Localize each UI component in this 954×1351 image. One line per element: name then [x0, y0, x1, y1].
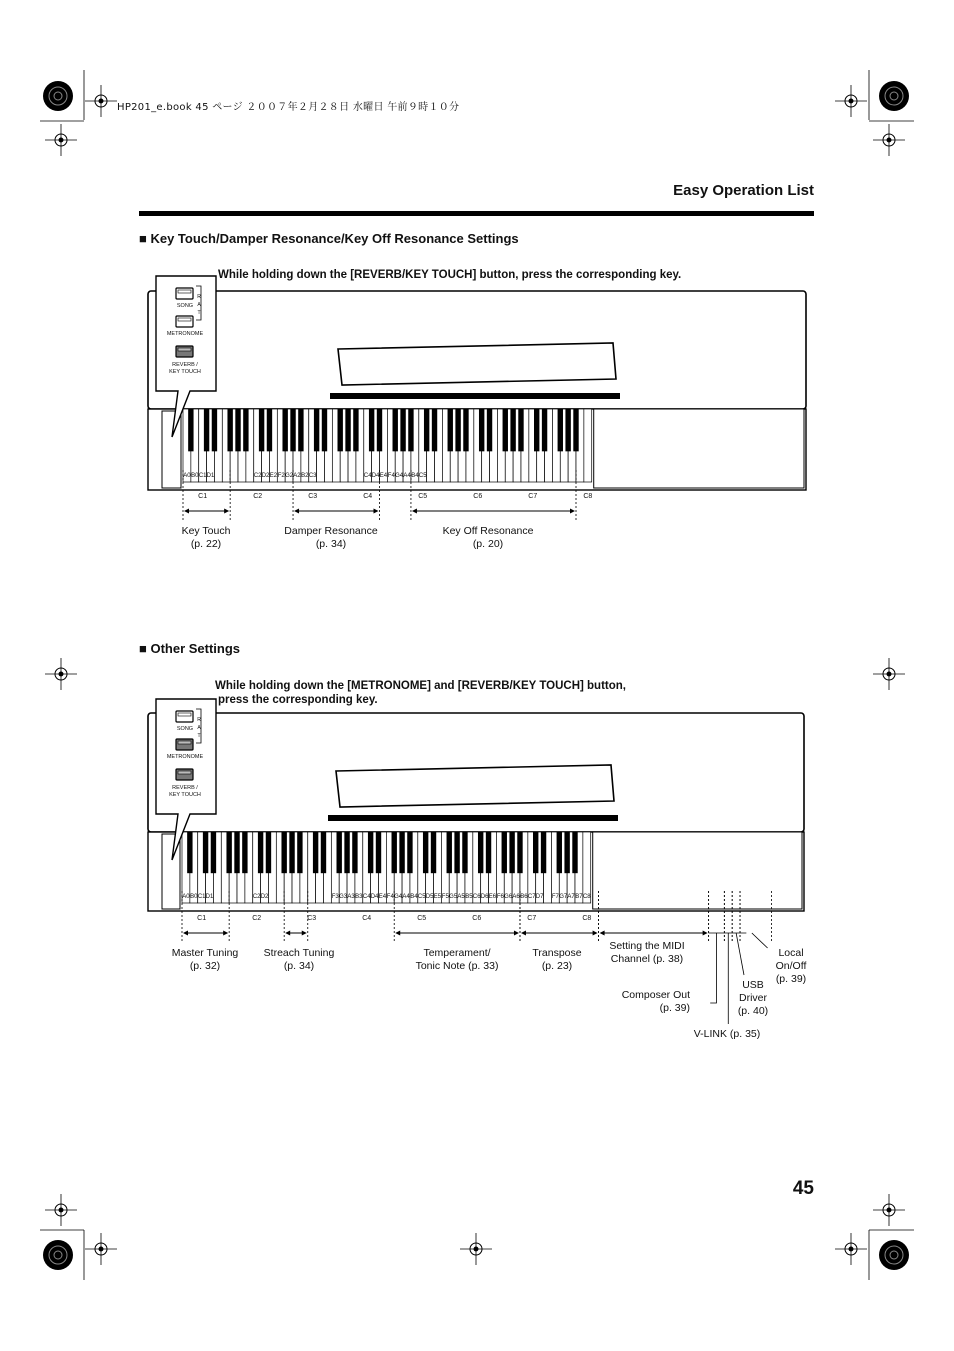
black-key: [281, 832, 286, 873]
button-face: [178, 771, 191, 774]
black-key: [266, 832, 271, 873]
reverb-label-line1: REVERB /: [172, 362, 198, 368]
black-key: [541, 832, 546, 873]
key-label-b0: B0: [190, 894, 198, 900]
key-label-f7: F7: [551, 894, 559, 900]
range-label-streach-tuning: Streach Tuning (p. 34): [263, 947, 335, 972]
black-key: [517, 832, 522, 873]
metronome-label: METRONOME: [166, 754, 204, 760]
side-letter: A: [197, 725, 201, 731]
page-number: 45: [792, 1178, 814, 1199]
range-label-local-on-off: Local On/Off (p. 39): [775, 947, 807, 985]
arrow-head: [395, 931, 400, 936]
key-label-f4: F4: [386, 894, 394, 900]
octave-label-c1: C1: [197, 915, 207, 922]
song-label: SONG: [176, 303, 194, 309]
metronome-label: METRONOME: [166, 331, 204, 337]
octave-label-c4: C4: [362, 915, 372, 922]
side-letter: T: [197, 310, 201, 316]
black-key: [258, 832, 263, 873]
button-face: [178, 713, 191, 716]
key-label-a6: A6: [512, 894, 520, 900]
black-key: [572, 832, 577, 873]
octave-label-c7: C7: [527, 915, 537, 922]
key-label-d7: D7: [535, 894, 544, 900]
black-key: [242, 832, 247, 873]
key-label-b4: B4: [410, 894, 418, 900]
button-face: [178, 741, 191, 744]
song-button: [176, 711, 193, 722]
octave-label-c3: C3: [308, 493, 318, 500]
black-key: [486, 832, 491, 873]
key-label-c4: C4: [363, 473, 372, 479]
key-label-a0: A0: [183, 473, 191, 479]
key-label-d1: D1: [205, 894, 214, 900]
key-label-c1: C1: [198, 473, 207, 479]
black-key: [226, 832, 231, 873]
black-key: [203, 832, 208, 873]
key-label-d2: D2: [261, 473, 270, 479]
black-key: [431, 832, 436, 873]
lid-bar: [328, 815, 618, 821]
key-label-e5: E5: [433, 894, 442, 900]
side-letter: T: [197, 733, 201, 739]
black-key: [297, 832, 302, 873]
black-key: [187, 832, 192, 873]
reverb-label-line1: REVERB /: [172, 785, 198, 791]
black-key: [564, 832, 569, 873]
key-label-d1: D1: [206, 473, 215, 479]
key-label-f5: F5: [441, 894, 449, 900]
octave-label-c8: C8: [582, 915, 592, 922]
file-info-header: HP201_e.book 45 ページ ２００７年２月２８日 水曜日 午前９時１０分: [117, 102, 460, 113]
range-label-usb-driver: USB Driver (p. 40): [737, 979, 769, 1017]
black-key: [407, 832, 412, 873]
key-label-e6: E6: [488, 894, 497, 900]
black-key: [454, 832, 459, 873]
octave-label-c6: C6: [473, 493, 483, 500]
key-label-d6: D6: [480, 894, 489, 900]
black-key: [423, 832, 428, 873]
black-key: [392, 832, 397, 873]
key-label-c7: C7: [527, 894, 536, 900]
octave-label-c5: C5: [418, 493, 428, 500]
black-key: [462, 832, 467, 873]
key-label-b4: B4: [411, 473, 419, 479]
key-label-b5: B5: [465, 894, 473, 900]
black-key: [313, 832, 318, 873]
black-key: [211, 832, 216, 873]
key-label-g4: G4: [395, 473, 404, 479]
octave-label-c2: C2: [253, 493, 263, 500]
reverb-label-line2: KEY TOUCH: [169, 792, 201, 798]
key-label-a4: A4: [403, 473, 411, 479]
range-label-temperament: Temperament/ Tonic Note (p. 33): [415, 947, 499, 972]
side-letter: R: [197, 294, 201, 300]
key-label-a2: A2: [293, 473, 301, 479]
octave-label-c5: C5: [417, 915, 427, 922]
key-label-g3: G3: [339, 894, 348, 900]
black-key: [399, 832, 404, 873]
key-label-f2: F2: [277, 473, 285, 479]
arrow-head: [600, 931, 605, 936]
section2-title: Other Settings: [150, 641, 241, 656]
octave-label-c3: C3: [307, 915, 317, 922]
key-label-e4: E4: [379, 473, 388, 479]
key-label-g2: G2: [285, 473, 294, 479]
key-label-a3: A3: [347, 894, 355, 900]
key-label-c2: C2: [252, 894, 261, 900]
key-label-e4: E4: [378, 894, 387, 900]
range-label-transpose: Transpose (p. 23): [532, 947, 582, 972]
key-label-c4: C4: [362, 894, 371, 900]
key-label-c5: C5: [418, 473, 427, 479]
arrow-head: [183, 931, 188, 936]
key-label-c1: C1: [197, 894, 206, 900]
black-key: [478, 832, 483, 873]
black-key: [447, 832, 452, 873]
key-label-c3: C3: [308, 473, 317, 479]
black-key: [352, 832, 357, 873]
range-label-v-link: V-LINK (p. 35): [693, 1028, 761, 1040]
arrow-head: [703, 931, 708, 936]
song-label: SONG: [176, 726, 194, 732]
black-key: [502, 832, 507, 873]
reverb-key-touch-button: [176, 769, 193, 780]
octave-label-c7: C7: [528, 493, 538, 500]
key-label-g7: G7: [559, 894, 568, 900]
key-label-f4: F4: [387, 473, 395, 479]
range-label-master-tuning: Master Tuning (p. 32): [171, 947, 239, 972]
keyboard-cheek-right: [593, 832, 802, 909]
black-key: [321, 832, 326, 873]
black-key: [557, 832, 562, 873]
section1-instruction: While holding down the [REVERB/KEY TOUCH] button, press the corresponding key.: [218, 269, 682, 281]
key-label-a0: A0: [182, 894, 190, 900]
key-label-g4: G4: [394, 894, 403, 900]
arrow-head: [521, 931, 526, 936]
arrow-head: [285, 931, 290, 936]
metronome-button: [176, 739, 193, 750]
black-key: [234, 832, 239, 873]
side-letter: A: [197, 302, 201, 308]
black-key: [368, 832, 373, 873]
section1-title: Key Touch/Damper Resonance/Key Off Resonance Settings: [150, 231, 519, 246]
key-label-f3: F3: [331, 894, 339, 900]
key-label-d2: D2: [260, 894, 269, 900]
black-key: [509, 832, 514, 873]
octave-label-c4: C4: [363, 493, 373, 500]
arrow-head: [223, 931, 228, 936]
key-label-c2: C2: [253, 473, 262, 479]
arrow-head: [593, 931, 598, 936]
key-label-b7: B7: [575, 894, 583, 900]
leader-composer-out: [710, 933, 716, 1003]
key-label-b2: B2: [301, 473, 309, 479]
reverb-label-line2: KEY TOUCH: [169, 369, 201, 375]
key-label-b6: B6: [520, 894, 528, 900]
section2-instruction: While holding down the [METRONOME] and [REVERB/KEY TOUCH] button, press the corresponding key.: [215, 680, 626, 706]
key-label-b0: B0: [191, 473, 199, 479]
key-label-c6: C6: [472, 894, 481, 900]
key-label-d4: D4: [370, 894, 379, 900]
key-label-g6: G6: [504, 894, 513, 900]
key-label-c8: C8: [582, 894, 591, 900]
arrow-head: [302, 931, 307, 936]
key-label-c5: C5: [417, 894, 426, 900]
key-label-d5: D5: [425, 894, 434, 900]
key-label-b3: B3: [355, 894, 363, 900]
key-label-e2: E2: [269, 473, 278, 479]
key-label-f6: F6: [496, 894, 504, 900]
range-label-damper-resonance: Damper Resonance (p. 34): [284, 525, 378, 550]
key-label-a5: A5: [457, 894, 465, 900]
black-key: [337, 832, 342, 873]
octave-label-c6: C6: [472, 915, 482, 922]
key-label-d4: D4: [371, 473, 380, 479]
range-label-composer-out: Composer Out (p. 39): [621, 989, 690, 1014]
key-label-a7: A7: [567, 894, 575, 900]
music-rest: [336, 765, 614, 807]
page-section-title: Easy Operation List: [673, 182, 814, 199]
black-key: [289, 832, 294, 873]
key-label-g5: G5: [449, 894, 458, 900]
range-label-midi-channel: Setting the MIDI Channel (p. 38): [609, 940, 685, 965]
black-key: [344, 832, 349, 873]
leader-local: [752, 933, 768, 948]
arrow-head: [514, 931, 519, 936]
key-label-a4: A4: [402, 894, 410, 900]
octave-label-c1: C1: [198, 493, 208, 500]
black-key: [376, 832, 381, 873]
square-bullet-icon: ■: [139, 641, 151, 656]
black-key: [533, 832, 538, 873]
octave-label-c8: C8: [583, 493, 593, 500]
white-key: [583, 832, 591, 903]
range-label-key-touch: Key Touch (p. 22): [181, 525, 231, 550]
side-letter: R: [197, 717, 201, 723]
square-bullet-icon: ■: [139, 231, 151, 246]
range-label-key-off-resonance: Key Off Resonance (p. 20): [442, 525, 534, 550]
octave-label-c2: C2: [252, 915, 262, 922]
